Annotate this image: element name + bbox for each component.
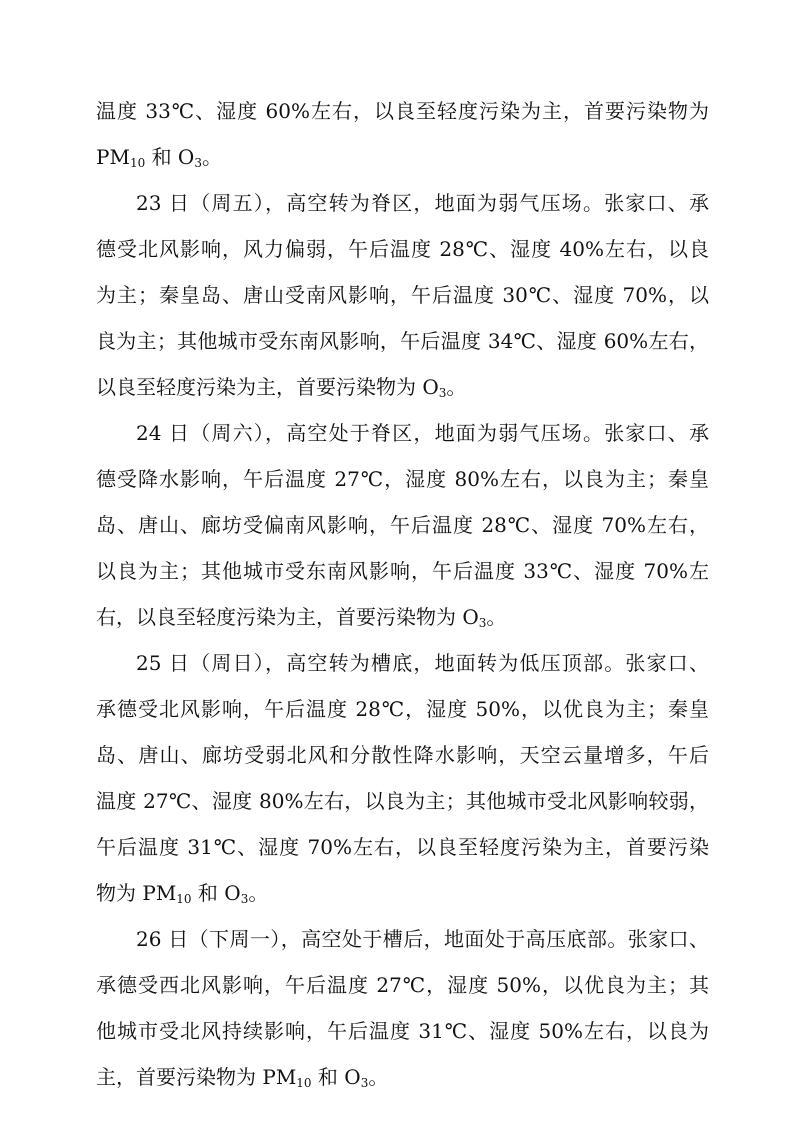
text-line: 主，首要污染物为 $PM_{10}$ 和 $O_3$。 [96,1065,389,1090]
text-line: 右，以良至轻度污染为主，首要污染物为 $O_3$。 [96,605,507,630]
text-line: 温度 27℃、湿度 80%左右，以良为主；其他城市受北风影响较弱， [96,789,709,813]
text-line: 26 日（下周一），高空处于槽后，地面处于高压底部。张家口、 [136,927,709,951]
text-line: 岛、唐山、廊坊受偏南风影响，午后温度 28℃、湿度 70%左右， [96,513,709,537]
text-line: 温度 33℃、湿度 60%左右，以良至轻度污染为主，首要污染物为 [96,99,709,123]
text-line: 23 日（周五），高空转为脊区，地面为弱气压场。张家口、承 [136,191,709,215]
text-line: 良为主；其他城市受东南风影响，午后温度 34℃、湿度 60%左右， [96,329,709,353]
text-line: 以良为主；其他城市受东南风影响，午后温度 33℃、湿度 70%左 [96,559,709,583]
text-line: 岛、唐山、廊坊受弱北风和分散性降水影响，天空云量增多，午后 [96,743,709,767]
text-line: 25 日（周日），高空转为槽底，地面转为低压顶部。张家口、 [136,651,709,675]
text-line: 承德受西北风影响，午后温度 27℃，湿度 50%，以优良为主；其 [96,973,709,997]
text-line: 他城市受北风持续影响，午后温度 31℃、湿度 50%左右，以良为 [96,1019,709,1043]
text-line: 德受北风影响，风力偏弱，午后温度 28℃、湿度 40%左右，以良 [96,237,709,261]
text-line: 承德受北风影响，午后温度 28℃，湿度 50%，以优良为主；秦皇 [96,697,709,721]
text-line: 24 日（周六），高空处于脊区，地面为弱气压场。张家口、承 [136,421,709,445]
text-line: 为主；秦皇岛、唐山受南风影响，午后温度 30℃、湿度 70%，以 [96,283,709,307]
text-line: $PM_{10}$ 和 $O_3$。 [96,145,222,170]
text-line: 以良至轻度污染为主，首要污染物为 $O_3$。 [96,375,467,400]
text-line: 午后温度 31℃、湿度 70%左右，以良至轻度污染为主，首要污染 [96,835,709,859]
text-line: 物为 $PM_{10}$ 和 $O_3$。 [96,881,269,906]
text-line: 德受降水影响，午后温度 27℃，湿度 80%左右，以良为主；秦皇 [96,467,709,491]
